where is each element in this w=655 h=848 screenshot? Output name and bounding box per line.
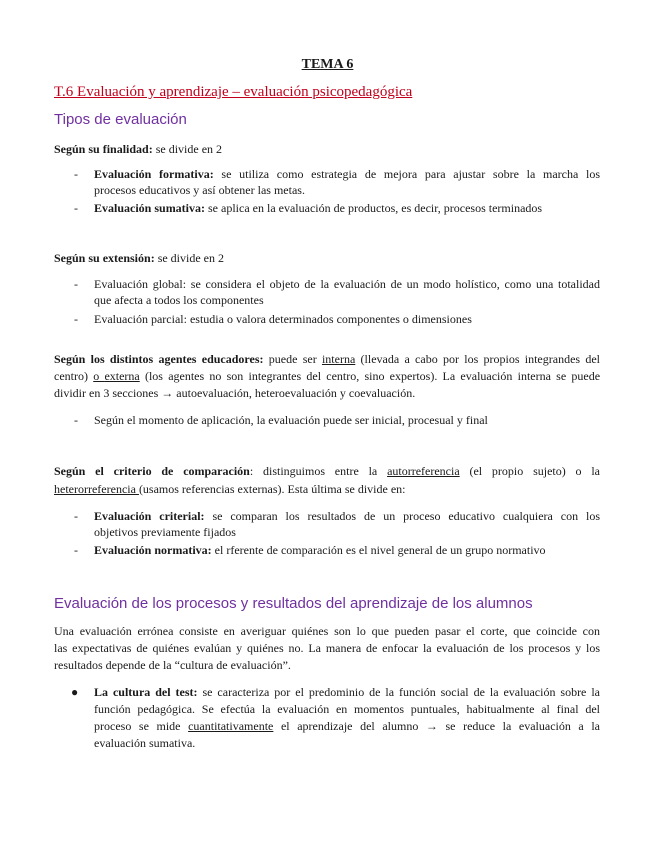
list-item-sumativa	[94, 200, 542, 216]
dash-marker: -	[74, 413, 78, 427]
extension-paragraph	[54, 250, 224, 266]
interna-term: interna	[321, 352, 356, 366]
agentes-text: o	[93, 369, 105, 383]
test-line-3	[94, 718, 600, 734]
agentes-text: puede ser	[263, 352, 322, 366]
cultura-test-label: La cultura del test:	[94, 685, 198, 699]
sumativa-label: Evaluación sumativa:	[94, 201, 206, 215]
list-item-normativa	[94, 542, 546, 558]
agentes-text: centro)	[54, 369, 94, 383]
heterorreferencia-term: heterorreferencia	[54, 482, 139, 496]
comparacion-line-1	[54, 463, 600, 479]
criterial-label: Evaluación criterial:	[94, 509, 205, 523]
finalidad-label: Según su finalidad:	[54, 142, 153, 156]
procesos-line-2: las expectativas de quiénes evalúan y quiénes no. La manera de enfocar la evaluación de los procesos y los	[54, 641, 600, 655]
sumativa-text: se aplica en la evaluación de productos, es decir, procesos terminados	[205, 201, 543, 215]
list-item-criterial-cont: objetivos previamente fijados	[94, 525, 236, 539]
dash-marker: -	[74, 543, 78, 557]
subheading-procesos: Evaluación de los procesos y resultados del aprendizaje de los alumnos	[54, 595, 533, 612]
cuantitativamente-term: cuantitativamente	[188, 719, 274, 733]
list-item-formativa-cont: procesos educativos y así obtener las metas.	[94, 183, 305, 197]
dash-marker: -	[74, 312, 78, 326]
normativa-text: el rferente de comparación es el nivel general de un grupo normativo	[211, 543, 546, 557]
agentes-text: (los agentes no son integrantes del centro, sino expertos). La evaluación interna se puede	[139, 369, 601, 383]
comparacion-label: Según el criterio de comparación	[54, 464, 250, 478]
procesos-line-3: resultados depende de la “cultura de evaluación”.	[54, 658, 291, 672]
list-item-momento: Según el momento de aplicación, la evaluación puede ser inicial, procesual y final	[94, 413, 488, 427]
dash-marker: -	[74, 277, 78, 291]
section-heading: T.6 Evaluación y aprendizaje – evaluación psicopedagógica	[54, 84, 413, 100]
test-text: proceso se mide	[94, 719, 189, 733]
finalidad-text: se divide en 2	[152, 142, 223, 156]
formativa-label: Evaluación formativa:	[94, 167, 214, 181]
comparacion-text: (el propio sujeto) o la	[459, 464, 600, 478]
finalidad-paragraph	[54, 141, 222, 157]
dash-marker: -	[74, 167, 78, 181]
page-title: TEMA 6	[301, 57, 354, 72]
criterial-text: se comparan los resultados de un proceso educativo cualquiera con los	[204, 509, 600, 523]
procesos-line-1: Una evaluación errónea consiste en averiguar quiénes son lo que pueden pasar el corte, que coincide con	[54, 624, 600, 638]
comparacion-line-2	[54, 481, 406, 497]
autorreferencia-term: autorreferencia	[387, 464, 460, 478]
normativa-label: Evaluación normativa:	[94, 543, 212, 557]
agentes-line-2	[54, 368, 600, 384]
externa-term: externa	[104, 369, 140, 383]
formativa-text: se utiliza como estrategia de mejora para ajustar sobre la marcha los	[213, 167, 600, 181]
test-text: el aprendizaje del alumno → se reduce la evaluación a la	[273, 719, 601, 733]
dash-marker: -	[74, 509, 78, 523]
test-text: se caracteriza por el predominio de la función social de la evaluación sobre la	[197, 685, 600, 699]
agentes-line-3: dividir en 3 secciones → autoevaluación, heteroevaluación y coevaluación.	[54, 386, 416, 400]
dash-marker: -	[74, 201, 78, 215]
agentes-line-1	[54, 351, 600, 367]
list-item-parcial: Evaluación parcial: estudia o valora determinados componentes o dimensiones	[94, 312, 472, 326]
list-item-criterial	[94, 508, 600, 524]
extension-text: se divide en 2	[154, 251, 225, 265]
extension-label: Según su extensión:	[54, 251, 155, 265]
comparacion-text: (usamos referencias externas). Esta última se divide en:	[138, 482, 406, 496]
subheading-tipos: Tipos de evaluación	[54, 111, 187, 128]
list-item-global-cont: que afecta a todos los componentes	[94, 293, 264, 307]
list-item-formativa	[94, 166, 600, 182]
agentes-text: (llevada a cabo por los propios integrandes del	[355, 352, 600, 366]
test-line-1	[94, 684, 600, 700]
test-line-4: evaluación sumativa.	[94, 736, 196, 750]
list-item-global: Evaluación global: se considera el objeto de la evaluación de un modo holístico, como una totalidad	[94, 277, 600, 291]
test-line-2: función pedagógica. Se efectúa la evaluación en momentos puntuales, habitualmente al final del	[94, 702, 600, 716]
agentes-label: Según los distintos agentes educadores:	[54, 352, 264, 366]
comparacion-text: : distinguimos entre la	[249, 464, 388, 478]
bullet-marker: ●	[71, 685, 79, 699]
